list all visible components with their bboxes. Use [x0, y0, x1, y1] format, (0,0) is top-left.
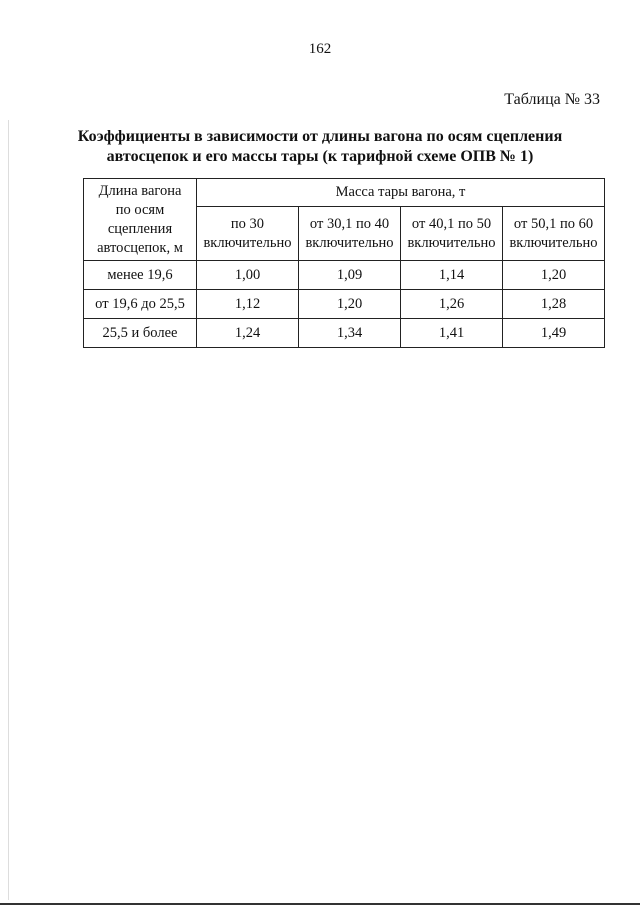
table-cell: 1,34: [299, 319, 401, 348]
page-number: 162: [308, 41, 332, 57]
header-mass-col-2: [299, 207, 401, 261]
header-line: сцепления: [107, 220, 173, 237]
table-cell: 1,00: [197, 261, 299, 290]
header-tare-mass: Масса тары вагона, т: [197, 179, 605, 207]
header-line: от 30,1 по 40: [309, 215, 390, 232]
header-mass-col-3: [401, 207, 503, 261]
header-line: по осям: [115, 201, 165, 218]
header-wagon-length: [84, 179, 197, 261]
document-title: [70, 127, 570, 167]
table-cell: 1,20: [503, 261, 605, 290]
page-edge-shadow: [8, 120, 9, 900]
header-line: Длина вагона: [98, 182, 182, 199]
table-row: [84, 290, 605, 319]
table-label: Таблица № 33: [504, 91, 600, 108]
table-cell: 1,24: [197, 319, 299, 348]
header-line: от 50,1 по 60: [513, 215, 594, 232]
table-row: [84, 319, 605, 348]
table-cell: 1,49: [503, 319, 605, 348]
table-cell: 1,28: [503, 290, 605, 319]
header-line: от 40,1 по 50: [411, 215, 492, 232]
header-line: по 30: [230, 215, 265, 232]
table-cell: 1,26: [401, 290, 503, 319]
header-mass-col-4: [503, 207, 605, 261]
header-mass-col-1: [197, 207, 299, 261]
header-line: включительно: [305, 234, 394, 251]
table-cell: 1,14: [401, 261, 503, 290]
header-line: включительно: [203, 234, 292, 251]
row-length-label: от 19,6 до 25,5: [84, 290, 197, 319]
row-length-label: 25,5 и более: [84, 319, 197, 348]
table-cell: 1,12: [197, 290, 299, 319]
table-row: [84, 261, 605, 290]
header-line: включительно: [407, 234, 496, 251]
row-length-label: менее 19,6: [84, 261, 197, 290]
table-cell: 1,09: [299, 261, 401, 290]
title-line-2: автосцепок и его массы тары (к тарифной схеме ОПВ № 1): [106, 148, 534, 165]
table-cell: 1,20: [299, 290, 401, 319]
header-line: включительно: [509, 234, 598, 251]
header-line: автосцепок, м: [97, 239, 183, 256]
table-cell: 1,41: [401, 319, 503, 348]
title-line-1: Коэффициенты в зависимости от длины вагона по осям сцепления: [77, 128, 563, 145]
coefficient-table: [83, 178, 605, 348]
